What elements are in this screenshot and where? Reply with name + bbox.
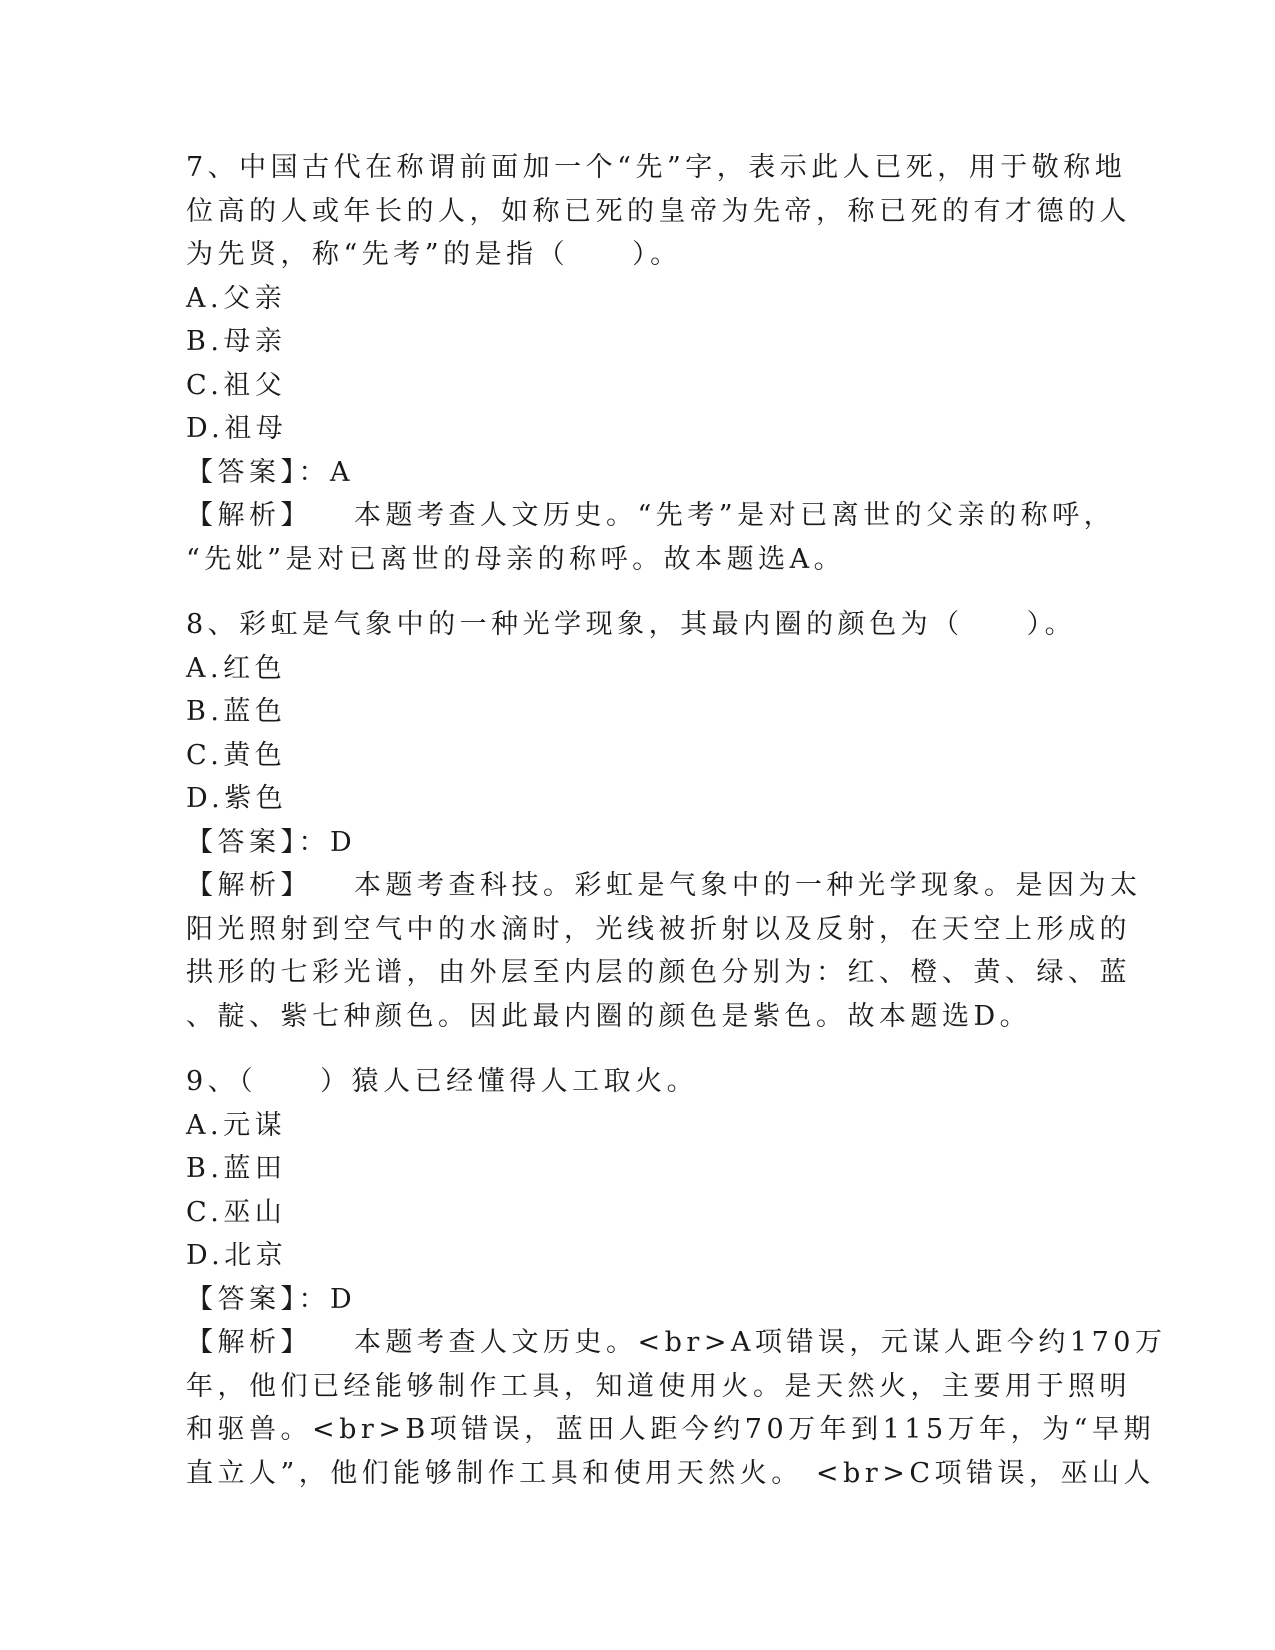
option-b: B.蓝色 — [186, 696, 287, 727]
question-7 — [186, 146, 1131, 581]
answer-label: 【答案】： — [186, 826, 330, 858]
analysis-label: 【解析】 — [186, 1327, 312, 1358]
option-c: C.巫山 — [186, 1196, 287, 1228]
answer-value: D — [330, 826, 357, 858]
analysis-label: 【解析】 — [186, 870, 312, 901]
question-stem-line: 9、（ ）猿人已经懂得人工取火。 — [186, 1066, 699, 1097]
question-stem-line: 7、中国古代在称谓前面加一个“先”字，表示此人已死，用于敬称地 — [186, 152, 1127, 183]
option-d: D.紫色 — [186, 783, 288, 814]
analysis-text: 本题考查科技。彩虹是气象中的一种光学现象。是因为太 — [354, 870, 1142, 901]
analysis-line: 年，他们已经能够制作工具，知道使用火。是天然火，主要用于照明 — [186, 1370, 1131, 1402]
option-b: B.母亲 — [186, 326, 287, 357]
question-stem-line: 位高的人或年长的人，如称已死的皇帝为先帝，称已死的有才德的人 — [186, 195, 1131, 227]
analysis-line: 和驱兽。<br>B项错误，蓝田人距今约70万年到115万年，为“早期 — [186, 1414, 1155, 1445]
answer-value: A — [330, 456, 354, 488]
analysis-line — [186, 864, 1142, 908]
analysis-line: 阳光照射到空气中的水滴时，光线被折射以及反射，在天空上形成的 — [186, 913, 1131, 945]
analysis-line: 拱形的七彩光谱，由外层至内层的颜色分别为：红、橙、黄、绿、蓝 — [186, 957, 1131, 988]
answer-line — [186, 1278, 1086, 1322]
analysis-text: 本题考查人文历史。“先考”是对已离世的父亲的称呼， — [354, 500, 1116, 531]
question-stem-line: 为先贤，称“先考”的是指（ ）。 — [186, 239, 682, 270]
answer-line — [186, 451, 1086, 495]
answer-value: D — [330, 1283, 357, 1315]
analysis-label: 【解析】 — [186, 500, 312, 531]
option-d: D.祖母 — [186, 413, 288, 444]
option-c: C.黄色 — [186, 739, 287, 771]
document-page — [186, 146, 1167, 1517]
option-d: D.北京 — [186, 1240, 288, 1271]
question-8 — [186, 603, 1142, 1038]
option-a: A.红色 — [186, 652, 287, 684]
option-a: A.元谋 — [186, 1109, 287, 1141]
question-9 — [186, 1060, 1167, 1495]
analysis-line — [186, 494, 1116, 538]
analysis-line: “先妣”是对已离世的母亲的称呼。故本题选A。 — [186, 543, 846, 575]
analysis-line — [186, 1321, 1167, 1365]
option-b: B.蓝田 — [186, 1153, 287, 1184]
analysis-line: 、靛、紫七种颜色。因此最内圈的颜色是紫色。故本题选D。 — [186, 1000, 1032, 1032]
answer-label: 【答案】： — [186, 456, 330, 488]
option-c: C.祖父 — [186, 369, 287, 401]
analysis-line: 直立人”，他们能够制作工具和使用天然火。 <br>C项错误，巫山人 — [186, 1457, 1155, 1489]
analysis-text: 本题考查人文历史。<br>A项错误，元谋人距今约170万 — [354, 1327, 1167, 1358]
option-a: A.父亲 — [186, 282, 287, 314]
answer-label: 【答案】： — [186, 1283, 330, 1315]
question-stem-line: 8、彩虹是气象中的一种光学现象，其最内圈的颜色为（ ）。 — [186, 609, 1077, 640]
answer-line — [186, 821, 1086, 865]
